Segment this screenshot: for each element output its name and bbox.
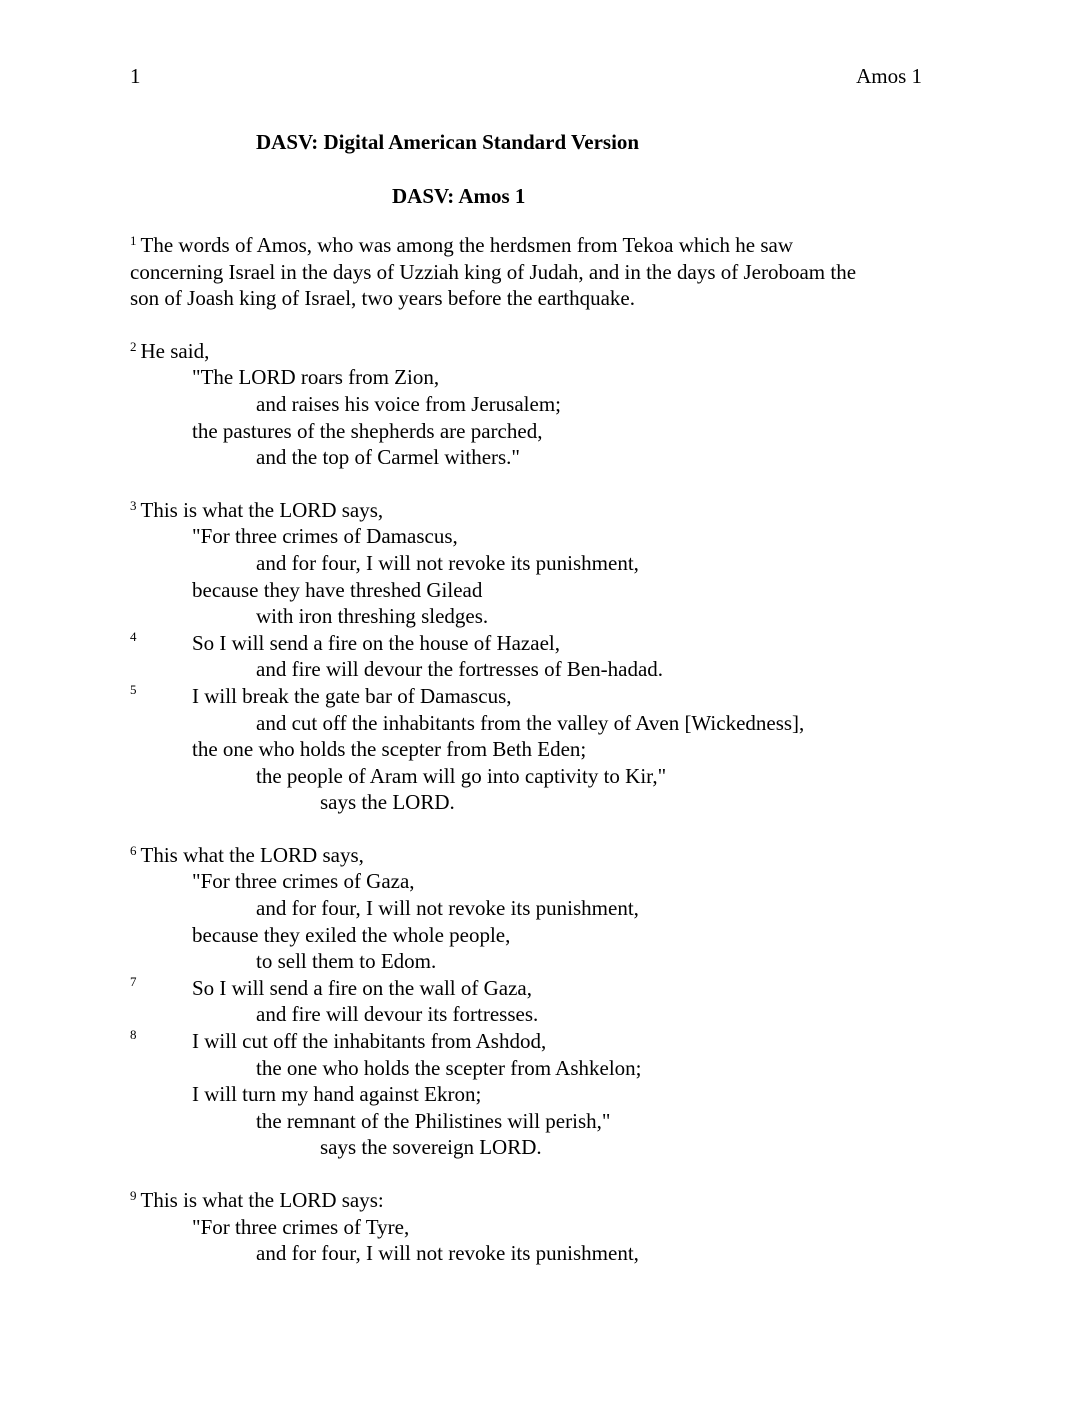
verse-number: 4 (130, 628, 137, 644)
verse-text: "For three crimes of Gaza, (192, 869, 415, 894)
verse-text: "The LORD roars from Zion, (192, 365, 440, 390)
verse-number: 5 (130, 681, 137, 697)
verse-text: I will cut off the inhabitants from Ashdod, (192, 1029, 547, 1054)
verse-line (130, 603, 940, 630)
verse-text: because they have threshed Gilead (192, 577, 483, 602)
verse-text: He said, (140, 338, 210, 363)
verse-line (130, 1001, 940, 1028)
verse-line (130, 763, 940, 790)
verse-text: son of Joash king of Israel, two years before the earthquake. (130, 286, 635, 311)
verse-text: "For three crimes of Tyre, (192, 1214, 410, 1239)
verse-text: says the LORD. (320, 790, 455, 815)
verse-line (130, 523, 940, 550)
verse-text: because they exiled the whole people, (192, 922, 511, 947)
verse-text: "For three crimes of Damascus, (192, 524, 458, 549)
verse-text: and the top of Carmel withers." (256, 445, 521, 470)
verse-line (130, 736, 940, 763)
verse-text: the remnant of the Philistines will perish," (256, 1108, 611, 1133)
stanza (130, 338, 940, 471)
verse-number: 2 (130, 338, 137, 354)
verse-text: This is what the LORD says: (140, 1188, 384, 1212)
verse-text: and raises his voice from Jerusalem; (256, 391, 561, 416)
verse-line (130, 710, 940, 737)
verse-line (130, 842, 940, 869)
verse-line (130, 1134, 940, 1161)
verse-line (130, 497, 940, 524)
stanza (130, 497, 940, 816)
verse-text: and for four, I will not revoke its punishment, (256, 550, 639, 575)
verse-text: the people of Aram will go into captivity to Kir," (256, 763, 667, 788)
verse-line (130, 364, 940, 391)
stanza (130, 842, 940, 1161)
verse-line (130, 1081, 940, 1108)
verse-line (130, 577, 940, 604)
verse-line (130, 948, 940, 975)
verse-number: 1 (130, 233, 137, 248)
verse-line (130, 444, 940, 471)
verse-line (130, 418, 940, 445)
chapter-title: DASV: Amos 1 (392, 184, 526, 208)
verse-text: the one who holds the scepter from Beth Eden; (192, 737, 587, 762)
verse-text: and cut off the inhabitants from the valley of Aven [Wickedness], (256, 710, 805, 735)
verse-line (130, 1028, 940, 1055)
scripture-body (130, 232, 940, 1267)
verse-line (130, 975, 940, 1002)
verse-1-paragraph (130, 232, 940, 312)
verse-line (130, 391, 940, 418)
verse-line (130, 656, 940, 683)
verse-line (130, 922, 940, 949)
verse-line (130, 1187, 940, 1214)
verse-number: 3 (130, 497, 137, 513)
verse-line (130, 1108, 940, 1135)
verse-line (130, 232, 940, 259)
verse-line (130, 789, 940, 816)
verse-text: to sell them to Edom. (256, 949, 437, 974)
verse-text: the one who holds the scepter from Ashkelon; (256, 1055, 642, 1080)
verse-line (130, 683, 940, 710)
document-title: DASV: Digital American Standard Version (256, 130, 640, 154)
verse-text: and for four, I will not revoke its punishment, (256, 896, 639, 921)
verse-number: 8 (130, 1027, 137, 1043)
verse-text: concerning Israel in the days of Uzziah king of Judah, and in the days of Jeroboam the (130, 259, 857, 284)
verse-text: says the sovereign LORD. (320, 1135, 542, 1160)
running-title: Amos 1 (856, 64, 922, 88)
page-number: 1 (130, 64, 141, 88)
verse-text: The words of Amos, who was among the herdsmen from Tekoa which he saw (140, 233, 794, 257)
poetry-stanzas (130, 338, 940, 1267)
verse-text: This is what the LORD says, (140, 497, 384, 522)
verse-text: and fire will devour its fortresses. (256, 1002, 539, 1027)
verse-text: This what the LORD says, (140, 842, 364, 867)
verse-text: So I will send a fire on the house of Hazael, (192, 630, 560, 655)
verse-line (130, 1055, 940, 1082)
verse-line (130, 895, 940, 922)
verse-text: with iron threshing sledges. (256, 604, 489, 629)
verse-line (130, 285, 940, 312)
verse-text: I will turn my hand against Ekron; (192, 1082, 482, 1107)
verse-line (130, 1240, 940, 1267)
verse-line (130, 550, 940, 577)
verse-text: and for four, I will not revoke its punishment, (256, 1241, 639, 1266)
verse-text: and fire will devour the fortresses of Ben-hadad. (256, 657, 664, 682)
verse-text: So I will send a fire on the wall of Gaza, (192, 975, 532, 1000)
verse-text: I will break the gate bar of Damascus, (192, 683, 512, 708)
verse-number: 9 (130, 1188, 137, 1203)
verse-line (130, 338, 940, 365)
verse-text: the pastures of the shepherds are parched, (192, 418, 543, 443)
stanza (130, 1187, 940, 1267)
verse-line (130, 1214, 940, 1241)
verse-line (130, 259, 940, 286)
verse-number: 6 (130, 842, 137, 858)
verse-line (130, 630, 940, 657)
verse-line (130, 868, 940, 895)
verse-number: 7 (130, 973, 137, 989)
